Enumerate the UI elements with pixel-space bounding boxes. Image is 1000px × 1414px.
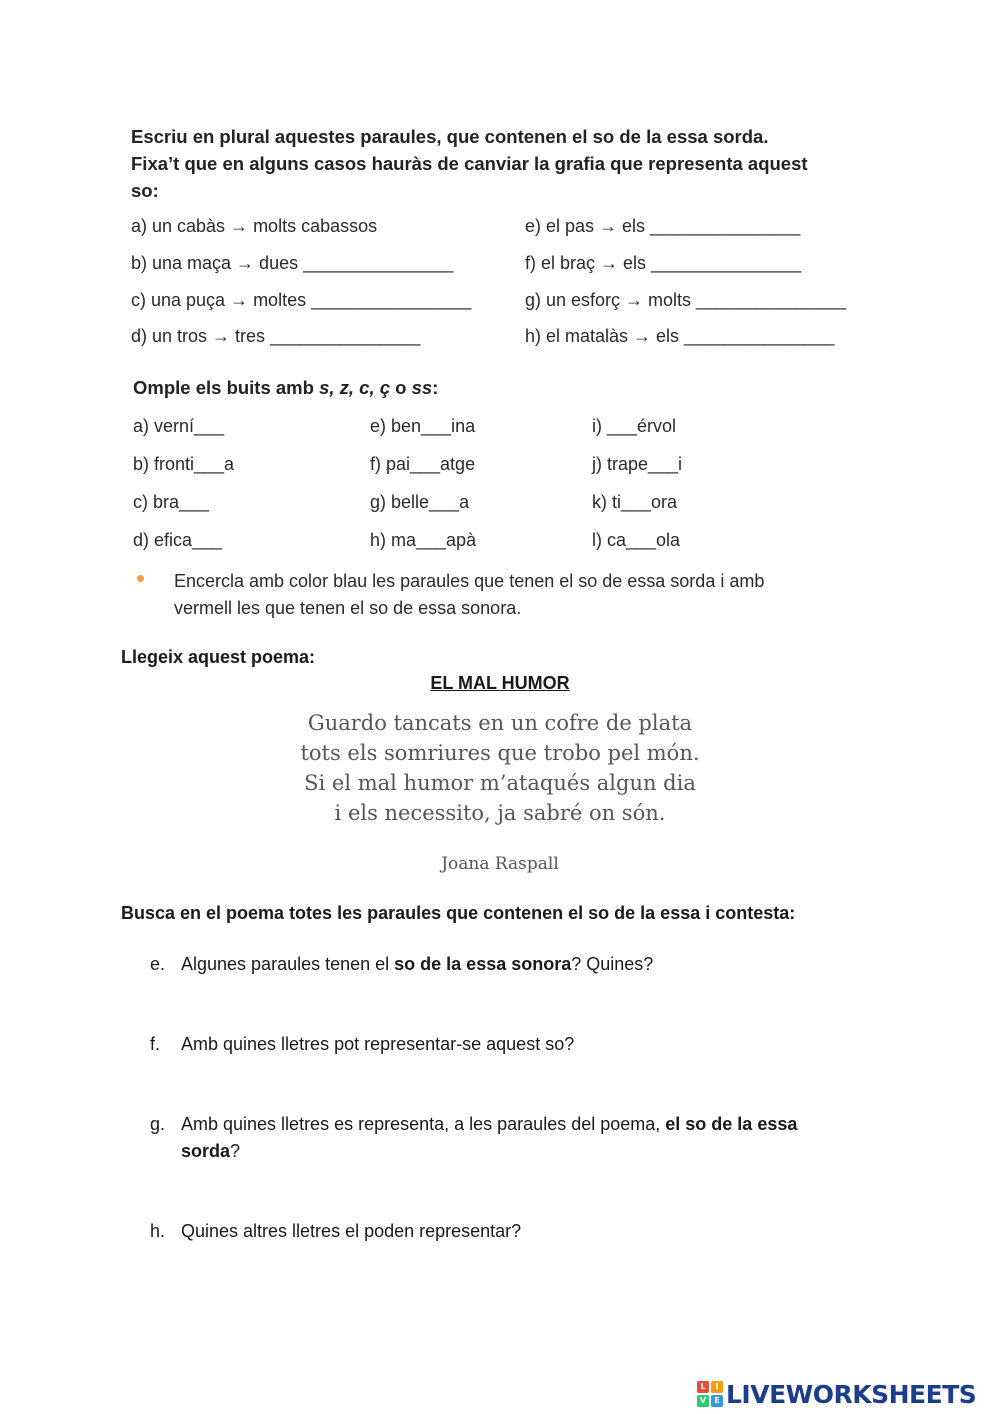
question-h-marker: h. <box>150 1221 166 1241</box>
poem-author: Joana Raspall <box>441 854 559 874</box>
question-g-line1: Amb quines lletres es representa, a les paraules del poema, el so de la essa <box>181 1114 798 1134</box>
instruction-line2: vermell les que tenen el so de essa sonora. <box>174 598 522 618</box>
bullet-icon <box>137 575 144 582</box>
question-f-marker: f. <box>150 1034 161 1054</box>
exercise2-title: Omple els buits amb s, z, c, ç o ss: <box>133 377 439 398</box>
fill-item-l: l) ca___ola <box>592 530 681 550</box>
poem-line-2: tots els somriures que trobo pel món. <box>300 741 700 765</box>
fill-item-h: h) ma___apà <box>370 530 477 550</box>
plural-item-c: c) una puça → moltes ________________ <box>131 290 472 310</box>
brand-name: LIVEWORKSHEETS <box>726 1379 977 1409</box>
poem-title: EL MAL HUMOR <box>430 673 570 693</box>
question-g-line2: sorda? <box>181 1141 241 1161</box>
logo-grid-icon <box>697 1381 723 1407</box>
logo-letter-e: E <box>711 1395 723 1407</box>
poem-line-3: Si el mal humor m’ataqués algun dia <box>304 771 696 795</box>
question-e: Algunes paraules tenen el so de la essa sonora? Quines? <box>181 954 654 974</box>
liveworksheets-logo <box>697 1380 976 1408</box>
fill-item-g: g) belle___a <box>370 492 470 512</box>
plural-item-d: d) un tros → tres _______________ <box>131 326 421 346</box>
question-g-marker: g. <box>150 1114 166 1134</box>
question-e-marker: e. <box>150 954 166 974</box>
fill-item-k: k) ti___ora <box>592 492 678 512</box>
plural-item-b: b) una maça → dues _______________ <box>131 253 454 273</box>
fill-item-j: j) trape___i <box>592 454 683 474</box>
question-f: Amb quines lletres pot representar-se aquest so? <box>181 1034 575 1054</box>
instruction-line1: Encercla amb color blau les paraules que tenen el so de essa sorda i amb <box>174 571 765 591</box>
poem-line-1: Guardo tancats en un cofre de plata <box>307 711 693 735</box>
poem-intro: Llegeix aquest poema: <box>121 647 316 667</box>
fill-item-c: c) bra___ <box>133 492 210 512</box>
exercise1-title-line1: Escriu en plural aquestes paraules, que contenen el so de la essa sorda. <box>131 126 769 147</box>
poem-line-4: i els necessito, ja sabré on són. <box>334 801 666 825</box>
fill-item-e: e) ben___ina <box>370 416 476 436</box>
exercise1-title-line2: Fixa’t que en alguns casos hauràs de canviar la grafia que representa aquest <box>131 153 808 174</box>
fill-item-a: a) verní___ <box>133 416 225 436</box>
logo-letter-l: L <box>697 1381 709 1393</box>
fill-item-b: b) fronti___a <box>133 454 235 474</box>
plural-item-g: g) un esforç → molts _______________ <box>525 290 847 310</box>
question-h: Quines altres lletres el poden representar? <box>181 1221 522 1241</box>
exercise1-title-line3: so: <box>131 180 159 201</box>
fill-item-d: d) efica___ <box>133 530 223 550</box>
fill-item-f: f) pai___atge <box>370 454 476 474</box>
questions-heading: Busca en el poema totes les paraules que contenen el so de la essa i contesta: <box>121 903 796 923</box>
plural-item-f: f) el braç → els _______________ <box>525 253 802 273</box>
fill-item-i: i) ___érvol <box>592 416 677 436</box>
plural-item-e: e) el pas → els _______________ <box>525 216 801 236</box>
logo-letter-i: I <box>711 1381 723 1393</box>
plural-item-a: a) un cabàs → molts cabassos <box>131 216 378 236</box>
logo-letter-v: V <box>697 1395 709 1407</box>
plural-item-h: h) el matalàs → els _______________ <box>525 326 835 346</box>
